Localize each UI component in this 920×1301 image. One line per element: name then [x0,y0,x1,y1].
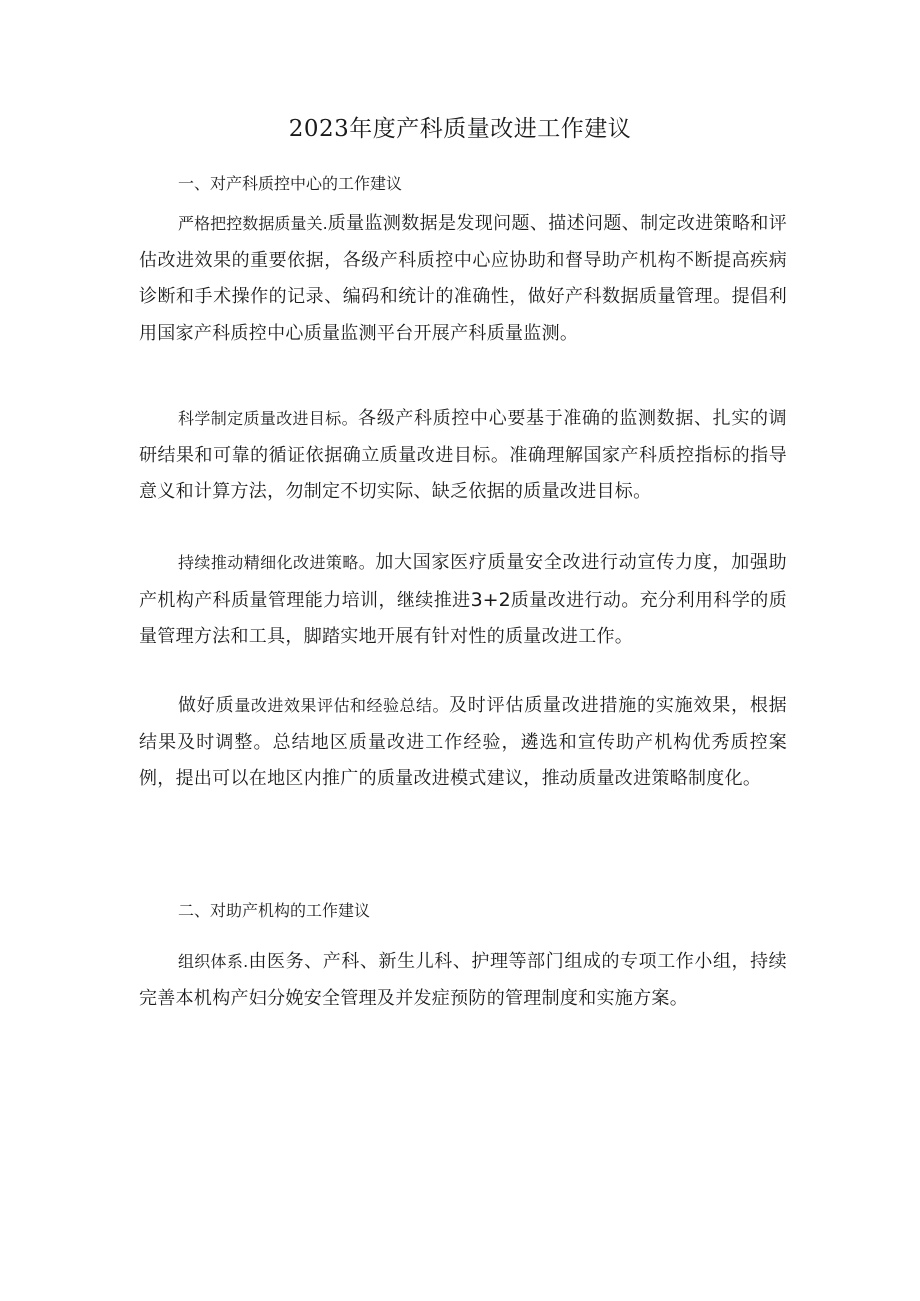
paragraph-evaluation-summary [139,688,787,798]
paragraph-lead: 严格把控数据质量关. [178,214,328,233]
paragraph-data-quality [139,206,787,352]
paragraph-prefix: 做好质 [178,695,235,716]
paragraph-refined-strategy [139,545,787,656]
paragraph-body: 质量改进行动。充分利用科学的质量管理方法和工具，脚踏实地开展有针对性的质量改进工作。 [139,589,787,647]
paragraph-lead: 量改进效果评估和经验总结。 [234,696,449,715]
section-heading-2: 二、对助产机构的工作建议 [178,901,371,920]
paragraph-lead: 组织体系. [178,952,249,971]
paragraph-improvement-goals [139,401,787,511]
paragraph-lead: 持续推动精细化改进策略。 [178,553,376,572]
action-number: 3+2 [470,588,511,611]
paragraph-body: 及时评估质量改进措施的实施效果，根据结果及时调整。总结地区质量改进工作经验，遴选和宣传助产机构优秀质控案例，提出可以在地区内推广的质量改进模式建议，推动质量改进策略制度化。 [139,695,787,789]
section-heading-1: 一、对产科质控中心的工作建议 [178,174,403,193]
paragraph-body: 由医务、产科、新生儿科、护理等部门组成的专项工作小组，持续完善本机构产妇分娩安全管理及并发症预防的管理制度和实施方案。 [139,951,787,1009]
document-title: 2023年度产科质量改进工作建议 [288,116,632,142]
paragraph-body: 质量监测数据是发现问题、描述问题、制定改进策略和评估改进效果的重要依据，各级产科质控中心应协助和督导助产机构不断提高疾病诊断和手术操作的记录、编码和统计的准确性，做好产科数据质量管理。提倡利用国家产科质控中心质量监测平台开展产科质量监测。 [139,213,788,344]
paragraph-lead: 科学制定质量改进目标。 [178,409,359,428]
paragraph-body: 加大国家医疗质量安全改进行动宣传力度，加强助产机构产科质量管理能力培训，继续推进 [139,552,787,611]
paragraph-organization [139,944,787,1017]
paragraph-body: 各级产科质控中心要基于准确的监测数据、扎实的调研结果和可靠的循证依据确立质量改进目标。准确理解国家产科质控指标的指导意义和计算方法，勿制定不切实际、缺乏依据的质量改进目标。 [139,408,787,502]
